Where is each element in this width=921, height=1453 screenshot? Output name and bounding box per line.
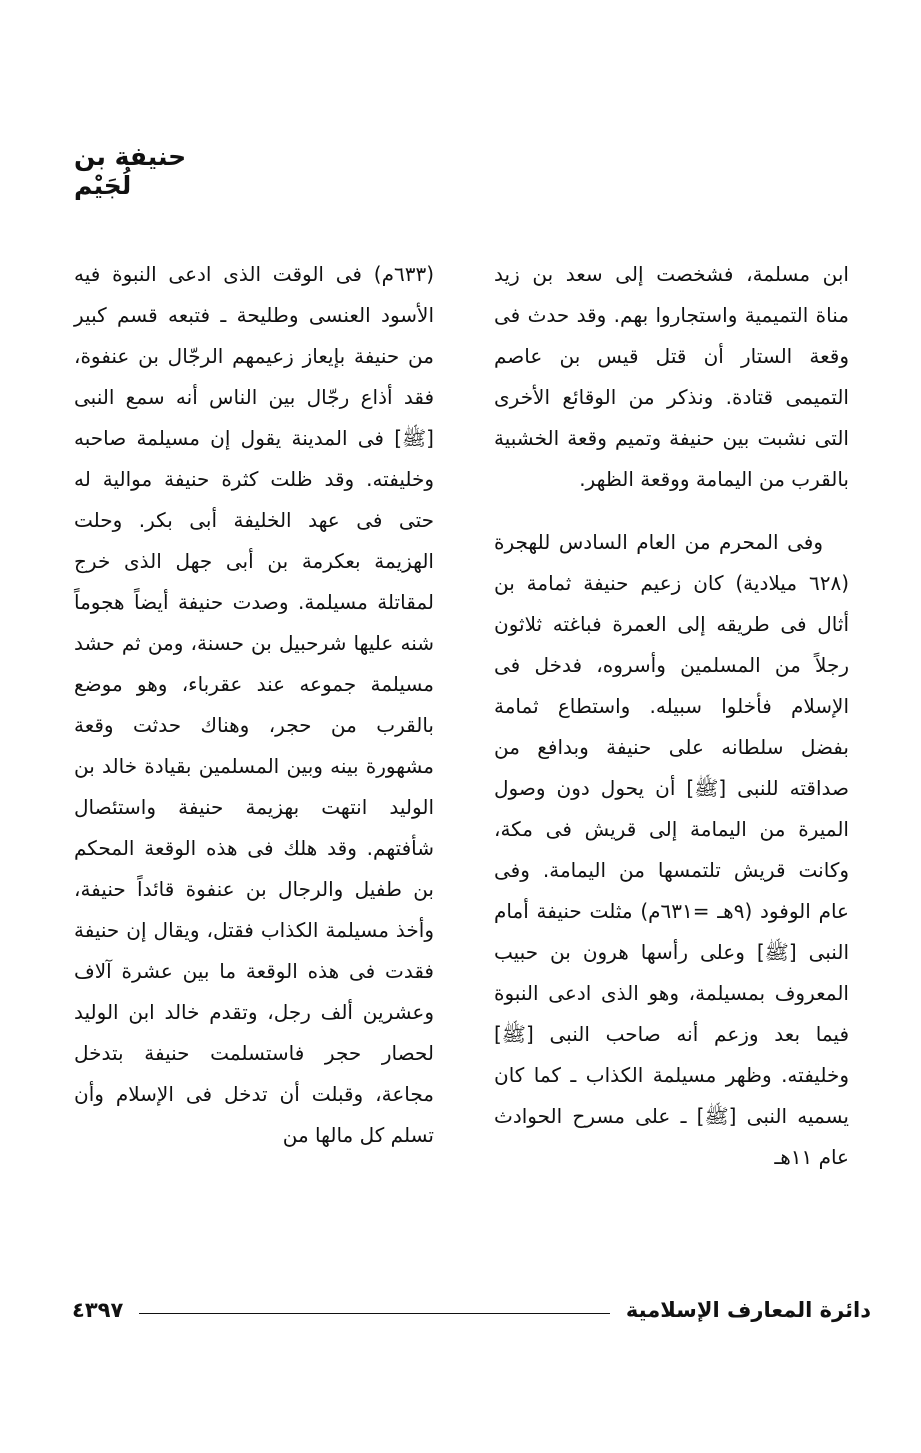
footer-divider [139, 1313, 610, 1314]
page-header-title: حنيفة بن لُجَيْم [74, 142, 187, 200]
paragraph: (٦٣٣م) فى الوقت الذى ادعى النبوة فيه الأسود العنسى وطليحة ـ فتبعه قسم كبير من حنيفة بإيعاز زعيمهم الرجّال بن عنفوة، فقد أذاع رجّال بين الناس أنه سمع النبى [ﷺ] فى المدينة يقول إن مسيلمة صاحبه وخليفته. وقد ظلت كثرة حنيفة موالية له حتى فى عهد الخليفة أبى بكر. وحلت الهزيمة بعكرمة بن أبى جهل الذى خرج لمقاتلة مسيلمة. وصدت حنيفة أيضاً هجوماً شنه عليها شرحبيل بن حسنة، ومن ثم حشد مسيلمة جموعه عند عقرباء، وهو موضع بالقرب من حجر، وهناك حدثت وقعة مشهورة بينه وبين المسلمين بقيادة خالد بن الوليد انتهت بهزيمة حنيفة واستئصال شأفتهم. وقد هلك فى هذه الوقعة المحكم بن طفيل والرجال بن عنفوة قائداً حنيفة، وأخذ مسيلمة الكذاب فقتل، ويقال إن حنيفة فقدت فى هذه الوقعة ما بين عشرة آلاف وعشرين ألف رجل، وتقدم خالد ابن الوليد لحصار حجر فاستسلمت حنيفة بتدخل مجاعة، وقبلت أن تدخل فى الإسلام وأن تسلم كل مالها من [74, 262, 434, 1147]
page-number: ٤٣٩٧ [72, 1298, 124, 1322]
text-column-left [74, 254, 434, 1156]
paragraph: وفى المحرم من العام السادس للهجرة (٦٢٨ ميلادية) كان زعيم حنيفة ثمامة بن أثال فى طريقه إلى العمرة فباغته ثلاثون رجلاً من المسلمين وأسروه، فدخل فى الإسلام فأخلوا سبيله. واستطاع ثمامة بفضل سلطانه على حنيفة وبدافع من صداقته للنبى [ﷺ] أن يحول دون وصول الميرة من اليمامة إلى قريش فى مكة، وكانت قريش تلتمسها من اليمامة. وفى عام الوفود (٩هـ =٦٣١م) مثلت حنيفة أمام النبى [ﷺ] وعلى رأسها هرون بن حبيب المعروف بمسيلمة، وهو الذى ادعى النبوة فيما بعد وزعم أنه صاحب النبى [ﷺ] وخليفته. وظهر مسيلمة الكذاب ـ كما كان يسميه النبى [ﷺ] ـ على مسرح الحوادث عام ١١هـ [494, 530, 849, 1169]
footer-publication-title: دائرة المعارف الإسلامية [625, 1298, 871, 1322]
page-footer [72, 1294, 871, 1326]
paragraph: ابن مسلمة، فشخصت إلى سعد بن زيد مناة التميمية واستجاروا بهم. وقد حدث فى وقعة الستار أن قتل قيس بن عاصم التميمى قتادة. ونذكر من الوقائع الأخرى التى نشبت بين حنيفة وتميم وقعة الخشبية بالقرب من اليمامة ووقعة الظهر. [494, 262, 849, 491]
text-column-right [494, 254, 849, 1178]
